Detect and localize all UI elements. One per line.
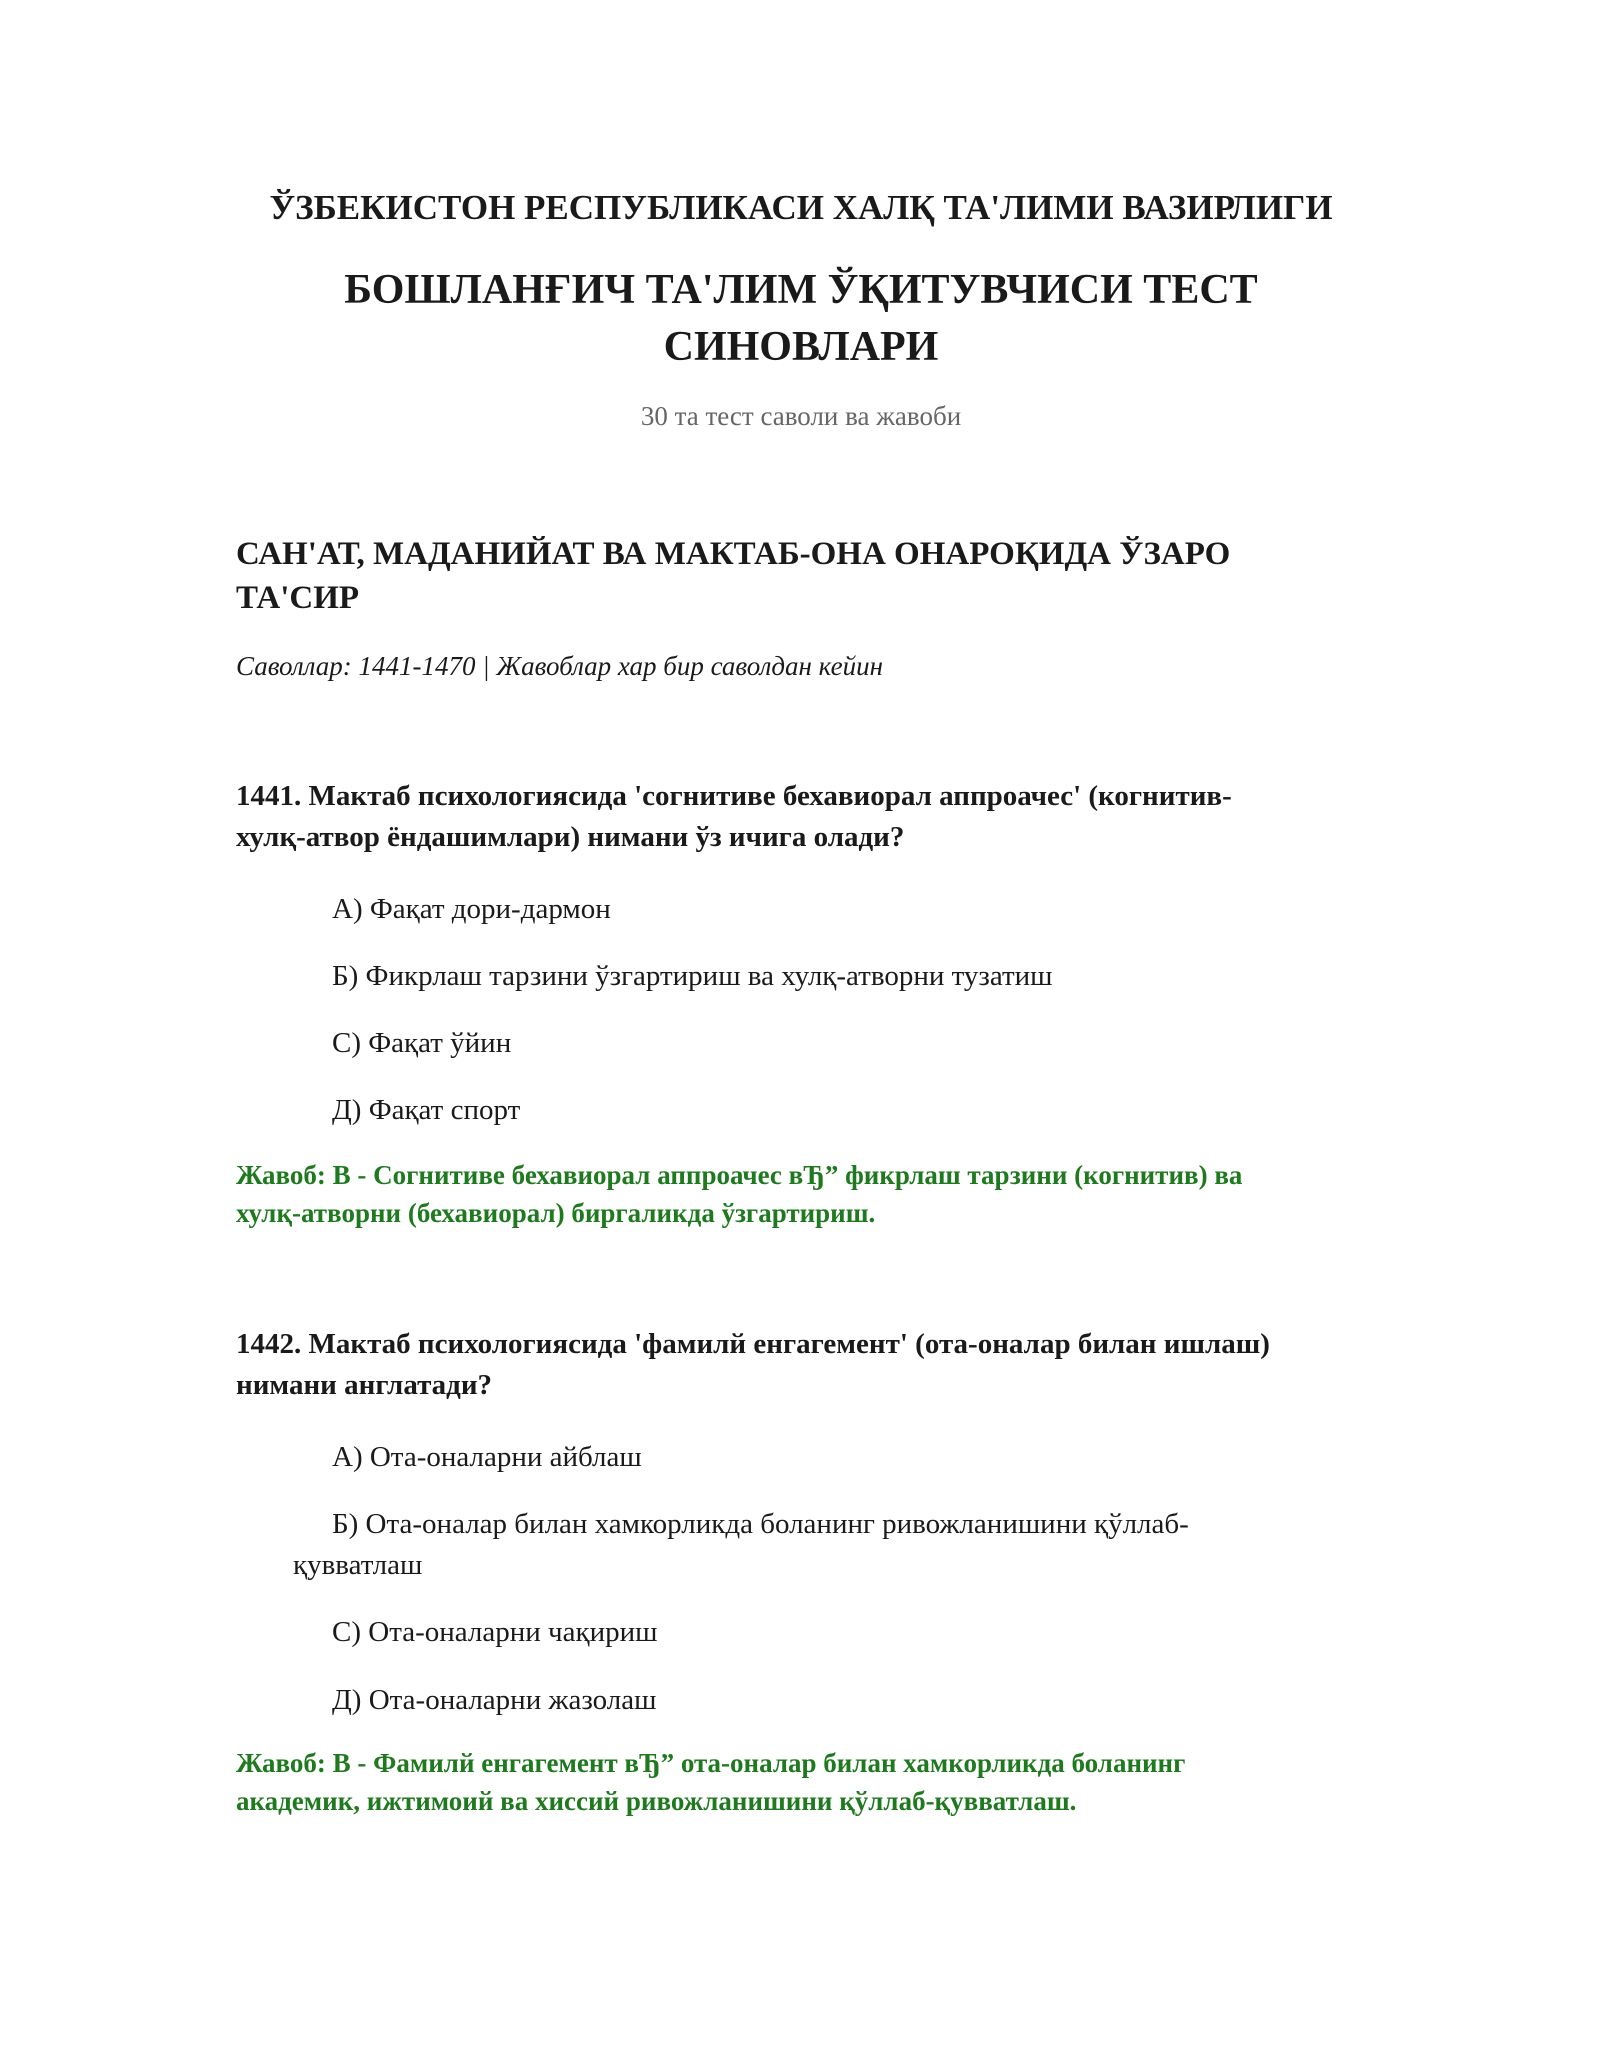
answer-option: Б) Ота-оналар билан хамкорликда боланинг ривожланишини қўллаб-қувватлаш xyxy=(293,1508,1189,1581)
section-title-line: САН'АТ, МАДАНИЙАТ ВА МАКТАБ-ОНА ОНАРОҚИДА ЎЗАРО xyxy=(236,536,1231,572)
document-title xyxy=(236,262,1366,376)
answer-option: А) Ота-оналарни айблаш xyxy=(332,1441,642,1473)
section-title xyxy=(236,532,1366,620)
correct-answer xyxy=(236,1156,1366,1232)
correct-answer-line: Жавоб: В - Фамилй енгагемент вЂ” ота-оналар билан хамкорликда боланинг xyxy=(236,1748,1186,1778)
ministry-heading: ЎЗБЕКИСТОН РЕСПУБЛИКАСИ ХАЛҚ ТА'ЛИМИ ВАЗИРЛИГИ xyxy=(269,188,1333,227)
answer-option: А) Фақат дори-дармон xyxy=(332,893,611,925)
question-text-line: 1442. Мактаб психологиясида 'фамилй енгагемент' (ота-оналар билан ишлаш) xyxy=(236,1328,1270,1360)
question-text-line: 1441. Мактаб психологиясида 'согнитиве бехавиорал аппроачес' (когнитив- xyxy=(236,780,1232,812)
document-title-line: СИНОВЛАРИ xyxy=(663,324,939,370)
answer-option: Б) Фикрлаш тарзини ўзгартириш ва хулқ-атворни тузатиш xyxy=(332,960,1053,992)
question-block xyxy=(236,1324,1366,1406)
section-meta: Саволлар: 1441-1470 | Жавоблар хар бир саволдан кейин xyxy=(236,651,884,681)
correct-answer-line: хулқ-атворни (бехавиорал) биргаликда ўзгартириш. xyxy=(236,1198,876,1228)
answer-option: С) Фақат ўйин xyxy=(332,1027,512,1059)
answer-option: Д) Фақат спорт xyxy=(332,1094,521,1126)
answer-option: С) Ота-оналарни чақириш xyxy=(332,1616,658,1648)
correct-answer-line: Жавоб: В - Согнитиве бехавиорал аппроачес вЂ” фикрлаш тарзини (когнитив) ва xyxy=(236,1160,1243,1190)
question-block xyxy=(236,776,1366,858)
document-subtitle: 30 та тест саволи ва жавоби xyxy=(640,401,962,431)
section-title-line: ТА'СИР xyxy=(236,580,360,616)
question-text-line: хулқ-атвор ёндашимлари) нимани ўз ичига олади? xyxy=(236,821,905,853)
answer-option: Д) Ота-оналарни жазолаш xyxy=(332,1684,657,1716)
question-text xyxy=(236,1324,1366,1406)
correct-answer xyxy=(236,1744,1366,1820)
question-text-line: нимани англатади? xyxy=(236,1369,493,1401)
document-title-line: БОШЛАНҒИЧ ТА'ЛИМ ЎҚИТУВЧИСИ ТЕСТ xyxy=(344,267,1258,313)
question-text xyxy=(236,776,1366,858)
correct-answer-line: академик, ижтимоий ва хиссий ривожланишини қўллаб-қувватлаш. xyxy=(236,1786,1077,1816)
